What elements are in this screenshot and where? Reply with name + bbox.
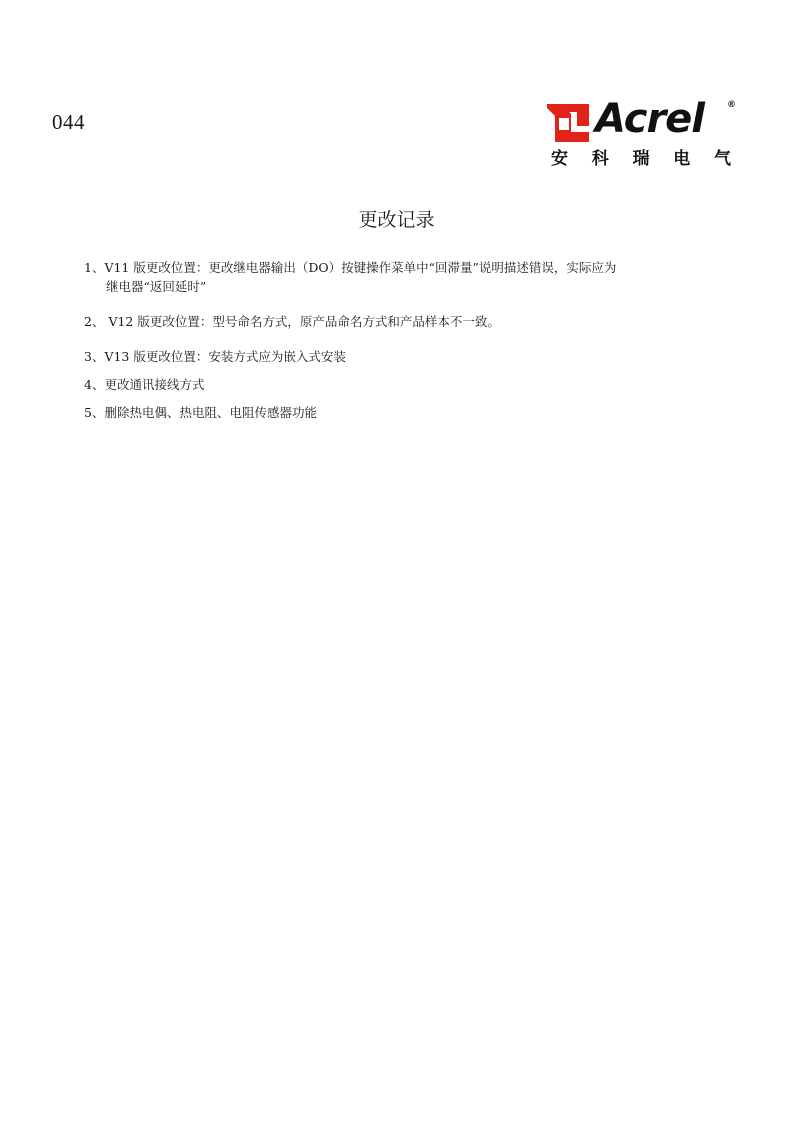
registered-mark: ® xyxy=(727,100,736,110)
change-number: 4、 xyxy=(84,377,105,392)
change-item xyxy=(84,403,704,422)
change-item xyxy=(84,347,704,366)
logo-chinese-char: 电 xyxy=(673,149,691,169)
change-number: 2、 xyxy=(84,314,109,329)
logo-chinese-char: 安 xyxy=(551,149,568,169)
change-number: 1、 xyxy=(84,260,105,275)
change-text: V13 版更改位置：安装方式应为嵌入式安装 xyxy=(104,349,346,364)
change-number: 5、 xyxy=(84,405,105,420)
change-text: V11 版更改位置：更改继电器输出（DO）按键操作菜单中“回滞量”说明描述错误，实际应为 xyxy=(104,260,617,275)
change-text: 删除热电偶、热电阻、电阻传感器功能 xyxy=(104,405,317,420)
change-item xyxy=(84,375,704,394)
logo-chinese-char: 瑞 xyxy=(632,149,650,169)
change-number: 3、 xyxy=(84,349,105,364)
change-text: 更改通讯接线方式 xyxy=(104,377,205,392)
change-text: V12 版更改位置：型号命名方式，原产品命名方式和产品样本不一致。 xyxy=(108,314,500,329)
page-title: 更改记录 xyxy=(358,209,435,231)
change-text-continued: 继电器“返回延时” xyxy=(106,279,207,294)
logo-brand-text: Acrel xyxy=(595,96,705,142)
acrel-logo-mark-icon xyxy=(547,104,589,142)
change-list xyxy=(84,258,704,422)
change-item xyxy=(84,258,704,277)
logo-chinese-name xyxy=(551,144,731,169)
logo-chinese-char: 科 xyxy=(591,149,609,169)
acrel-logo xyxy=(545,96,740,170)
page-number: 044 xyxy=(52,110,85,134)
change-item xyxy=(84,312,704,331)
logo-chinese-char: 气 xyxy=(714,149,731,169)
